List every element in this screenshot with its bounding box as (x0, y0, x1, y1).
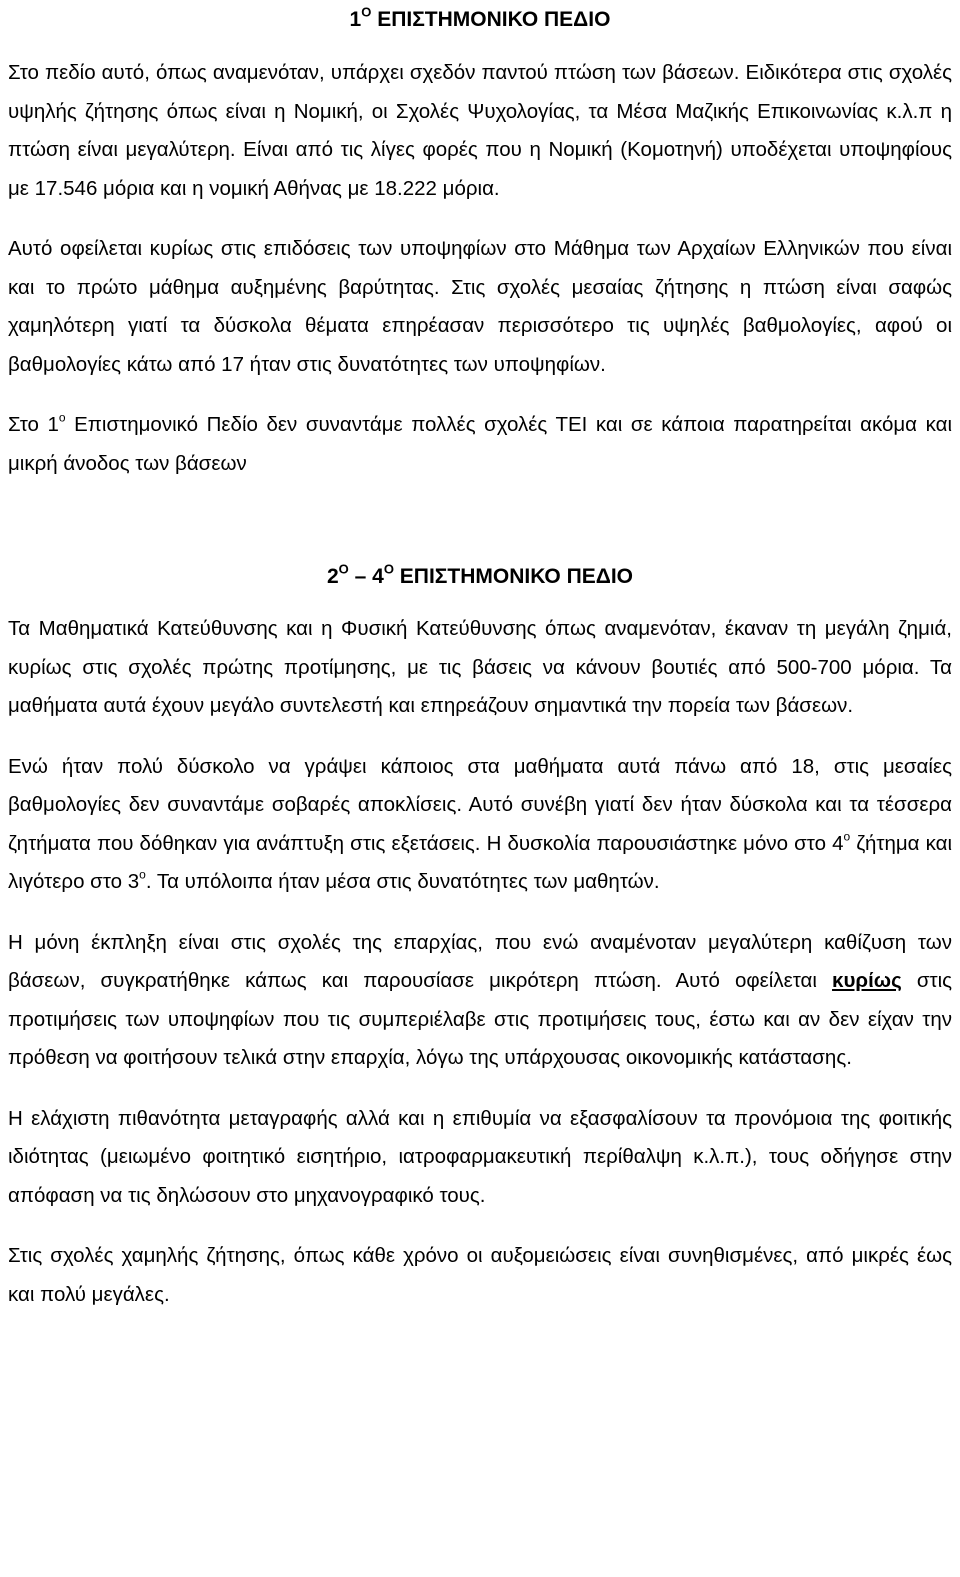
paragraph-text: Στο 1 (8, 413, 59, 436)
paragraph-text: Η μόνη έκπληξη είναι στις σχολές της επαρχίας, που ενώ αναμένοταν μεγαλύτερη καθίζυση των βάσεων, συγκρατήθηκε κάπως και παρουσίασε μικρότερη πτώση. Αυτό οφείλεται (8, 930, 952, 992)
emphasized-word: κυρίως (832, 969, 902, 992)
heading-number: 1 (349, 8, 362, 31)
heading-superscript: Ο (338, 561, 349, 577)
section-2-paragraph-3 (8, 924, 952, 1078)
ordinal-superscript: ο (843, 828, 851, 843)
heading-number: – 4 (348, 565, 384, 588)
heading-superscript: Ο (361, 4, 372, 20)
paragraph-text: . Τα υπόλοιπα ήταν μέσα στις δυνατότητες των μαθητών. (145, 870, 660, 893)
paragraph-text: Επιστημονικό Πεδίο δεν συναντάμε πολλές σχολές ΤΕΙ και σε κάποια παρατηρείται ακόμα και μικρή άνοδος των βάσεων (8, 413, 952, 475)
paragraph-text: ζήτημα και λιγότερο στο 3 (8, 831, 953, 893)
heading-number: 2 (326, 565, 339, 588)
section-1-paragraph-3 (8, 406, 952, 483)
section-1-paragraph-2: Αυτό οφείλεται κυρίως στις επιδόσεις των υποψηφίων στο Μάθημα των Αρχαίων Ελληνικών που είναι και το πρώτο μάθημα αυξημένης βαρύτητας. Στις σχολές μεσαίας ζήτησης η πτώση είναι σαφώς χαμηλότερη γιατί τα δύσκολα θέματα επηρέασαν περισσότερο τις υψηλές βαθμολογίες, αφού οι βαθμολογίες κάτω από 17 ήταν στις δυνατότητες των υποψηφίων. (8, 237, 952, 376)
paragraph-text: Ενώ ήταν πολύ δύσκολο να γράψει κάποιος στα μαθήματα αυτά πάνω από 18, στις μεσαίες βαθμολογίες δεν συναντάμε σοβαρές αποκλίσεις. Αυτό συνέβη γιατί δεν ήταν δύσκολα και τα τέσσερα ζητήματα που δόθηκαν για ανάπτυξη στις εξετάσεις. Η δυσκολία παρουσιάστηκε μόνο στο 4 (8, 754, 952, 855)
section-2-paragraph-2 (8, 748, 952, 902)
section-1-heading (8, 2, 952, 38)
section-2-paragraph-4: Η ελάχιστη πιθανότητα μεταγραφής αλλά και η επιθυμία να εξασφαλίσουν τα προνόμοια της φοιτικής ιδιότητας (μειωμένο φοιτητικό εισητήριο, ιατροφαρμακευτική περίθαλψη κ.λ.π.), τους οδήγησε στην απόφαση να τις δηλώσουν στο μηχανογραφικό τους. (8, 1106, 952, 1207)
section-1-paragraph-1: Στο πεδίο αυτό, όπως αναμενόταν, υπάρχει σχεδόν παντού πτώση των βάσεων. Ειδικότερα στις σχολές υψηλής ζήτησης όπως είναι η Νομική, οι Σχολές Ψυχολογίας, τα Μέσα Μαζικής Επικοινωνίας κ.λ.π η πτώση είναι μεγαλύτερη. Είναι από τις λίγες φορές που η Νομική (Κομοτηνή) υποδέχεται υποψηφίους με 17.546 μόρια και η νομική Αθήνας με 18.222 μόρια. (8, 61, 952, 200)
section-2-heading (8, 559, 952, 595)
section-2-paragraph-1: Τα Μαθηματικά Κατεύθυνσης και η Φυσική Κατεύθυνσης όπως αναμενόταν, έκαναν τη μεγάλη ζημιά, κυρίως στις σχολές πρώτης προτίμησης, με τις βάσεις να κάνουν βουτιές από 500-700 μόρια. Τα μαθήματα αυτά έχουν μεγάλο συντελεστή και επηρεάζουν σημαντικά την πορεία των βάσεων. (8, 617, 952, 717)
heading-text: ΕΠΙΣΤΗΜΟΝΙΚΟ ΠΕΔΙΟ (377, 8, 611, 31)
ordinal-superscript: ο (139, 867, 146, 882)
paragraph-text: στις προτιμήσεις των υποψηφίων που τις συμπεριέλαβε στις προτιμήσεις τους, έστω και αν δεν είχαν την πρόθεση να φοιτήσουν τελικά στην επαρχία, λόγω της υπάρχουσας οικονομικής κατάστασης. (8, 969, 953, 1069)
ordinal-superscript: ο (58, 410, 66, 425)
heading-superscript: Ο (383, 561, 394, 577)
section-2-paragraph-5: Στις σχολές χαμηλής ζήτησης, όπως κάθε χρόνο οι αυξομειώσεις είναι συνηθισμένες, από μικρές έως και πολύ μεγάλες. (8, 1244, 952, 1306)
heading-text: ΕΠΙΣΤΗΜΟΝΙΚΟ ΠΕΔΙΟ (393, 565, 634, 588)
